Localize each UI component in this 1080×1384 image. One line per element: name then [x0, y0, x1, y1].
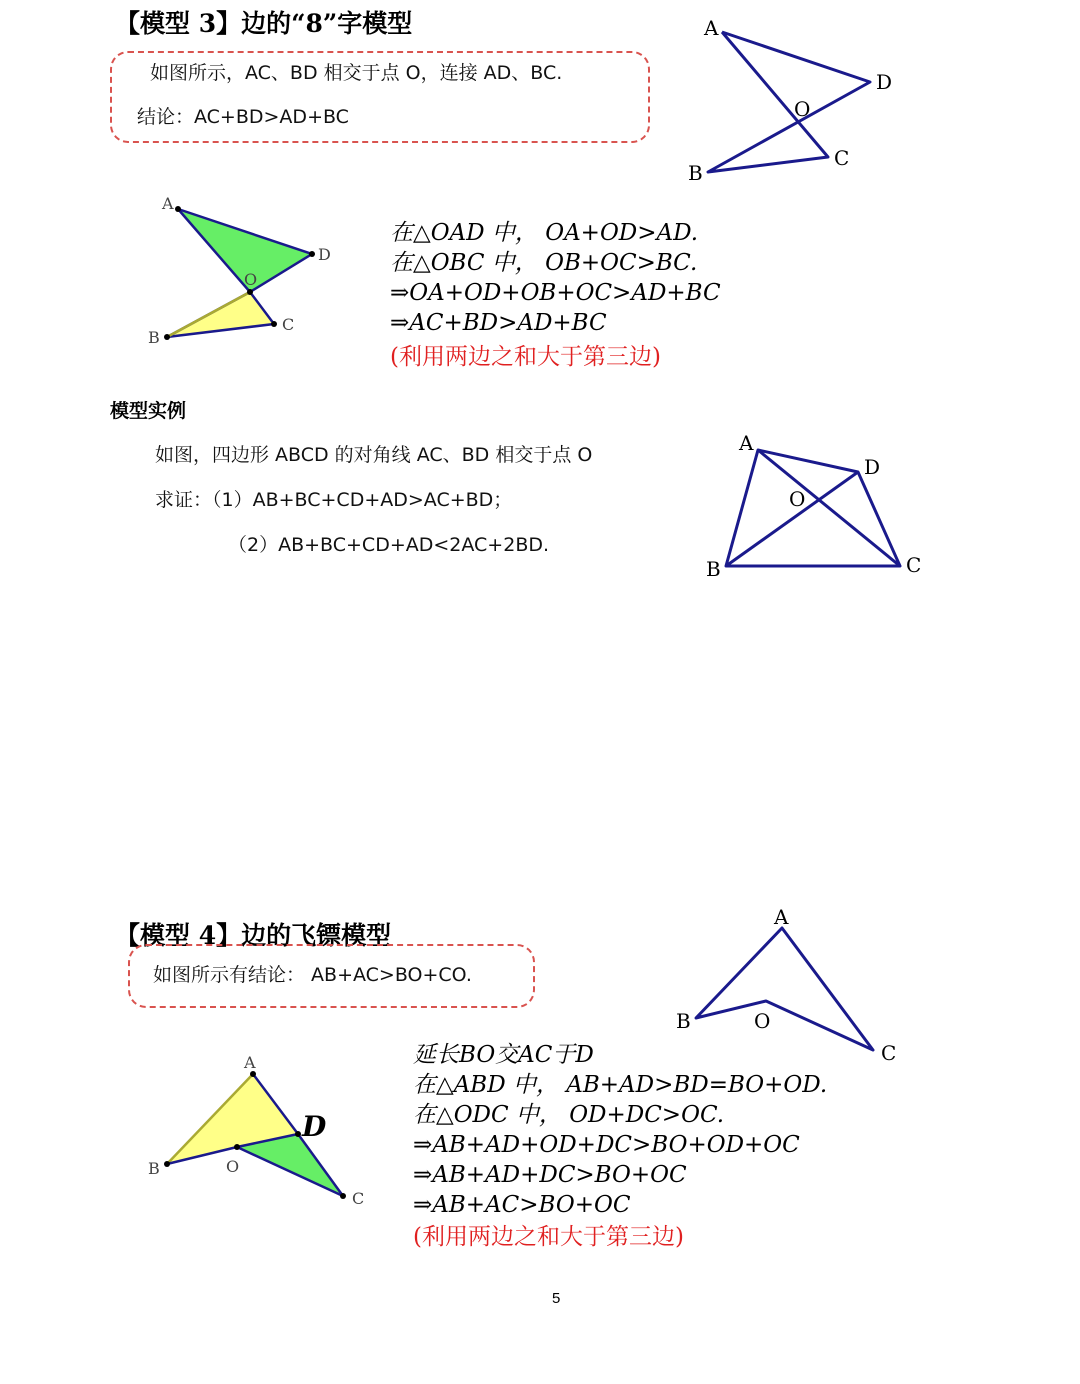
- model3-title: 【模型 3】边的“8”字模型: [115, 9, 413, 38]
- point-o: [247, 289, 253, 295]
- model4-proof-note: (利用两边之和大于第三边): [413, 1224, 684, 1250]
- point-c: [340, 1193, 346, 1199]
- model4-label-b: B: [676, 1009, 691, 1033]
- example-label-b: B: [706, 557, 721, 581]
- model3-colored-label-d: D: [318, 245, 331, 264]
- point-c: [271, 321, 277, 327]
- model4-proof-line5: ⇒AB+AD+DC>BO+OC: [413, 1162, 687, 1188]
- model3-figure-outline: [680, 10, 920, 190]
- model3-box-line2: 结论：AC+BD>AD+BC: [137, 106, 349, 128]
- model4-colored-label-o: O: [226, 1157, 240, 1176]
- point-o: [234, 1144, 240, 1150]
- example-subtitle: 模型实例: [110, 400, 187, 422]
- model3-proof-line4: ⇒AC+BD>AD+BC: [390, 310, 607, 336]
- model3-colored-label-c: C: [282, 315, 295, 334]
- example-label-d: D: [864, 455, 881, 479]
- model3-proof-line1: 在△OAD 中， OA+OD>AD.: [390, 220, 699, 246]
- model3-box-line1: 如图所示，AC、BD 相交于点 O，连接 AD、BC.: [150, 62, 563, 84]
- example-quadrilateral-figure: [700, 430, 940, 580]
- dart-abco: [696, 928, 873, 1050]
- model4-figure-outline: [670, 900, 910, 1070]
- point-b: [164, 334, 170, 340]
- model4-colored-label-c: C: [352, 1189, 365, 1208]
- example-line2: 求证：（1）AB+BC+CD+AD>AC+BD；: [155, 489, 513, 511]
- model4-proof-line6: ⇒AB+AC>BO+OC: [413, 1192, 631, 1218]
- example-label-a: A: [739, 431, 754, 455]
- point-b: [164, 1161, 170, 1167]
- model4-label-o: O: [754, 1009, 771, 1033]
- model4-title: 【模型 4】边的飞镖模型: [115, 921, 392, 950]
- model3-label-b: B: [688, 161, 703, 185]
- model3-label-a: A: [704, 16, 719, 40]
- example-line1: 如图，四边形 ABCD 的对角线 AC、BD 相交于点 O: [155, 444, 593, 466]
- model4-box-line1: 如图所示有结论： AB+AC>BO+CO.: [153, 964, 472, 986]
- model3-colored-label-o: O: [244, 270, 258, 289]
- model4-proof-line2: 在△ABD 中， AB+AD>BD=BO+OD.: [413, 1072, 828, 1098]
- model4-label-c: C: [881, 1041, 897, 1065]
- model3-label-o: O: [794, 97, 811, 121]
- model4-proof-line3: 在△ODC 中， OD+DC>OC.: [413, 1102, 725, 1128]
- model4-label-a: A: [774, 905, 789, 929]
- point-d: [309, 251, 315, 257]
- model3-colored-label-a: A: [162, 194, 174, 213]
- model3-proof-line2: 在△OBC 中， OB+OC>BC.: [390, 250, 698, 276]
- model3-label-d: D: [876, 70, 893, 94]
- model4-colored-label-d: D: [302, 1110, 327, 1143]
- model4-proof-line4: ⇒AB+AD+OD+DC>BO+OD+OC: [413, 1132, 800, 1158]
- model3-proof-line3: ⇒OA+OD+OB+OC>AD+BC: [390, 280, 721, 306]
- model3-proof-note: (利用两边之和大于第三边): [390, 344, 661, 370]
- model3-label-c: C: [834, 146, 850, 170]
- model3-figure-colored: [140, 190, 360, 360]
- model4-proof-line1: 延长BO交AC于D: [413, 1042, 594, 1068]
- model4-colored-label-a: A: [244, 1053, 256, 1072]
- point-a: [175, 206, 181, 212]
- point-d: [295, 1131, 301, 1137]
- model4-figure-colored: [140, 1050, 380, 1220]
- example-label-c: C: [906, 553, 922, 577]
- example-line3: （2）AB+BC+CD+AD<2AC+2BD.: [228, 534, 550, 556]
- example-label-o: O: [789, 487, 806, 511]
- model3-colored-label-b: B: [148, 328, 160, 347]
- model4-colored-label-b: B: [148, 1159, 160, 1178]
- page-number: 5: [552, 1290, 561, 1307]
